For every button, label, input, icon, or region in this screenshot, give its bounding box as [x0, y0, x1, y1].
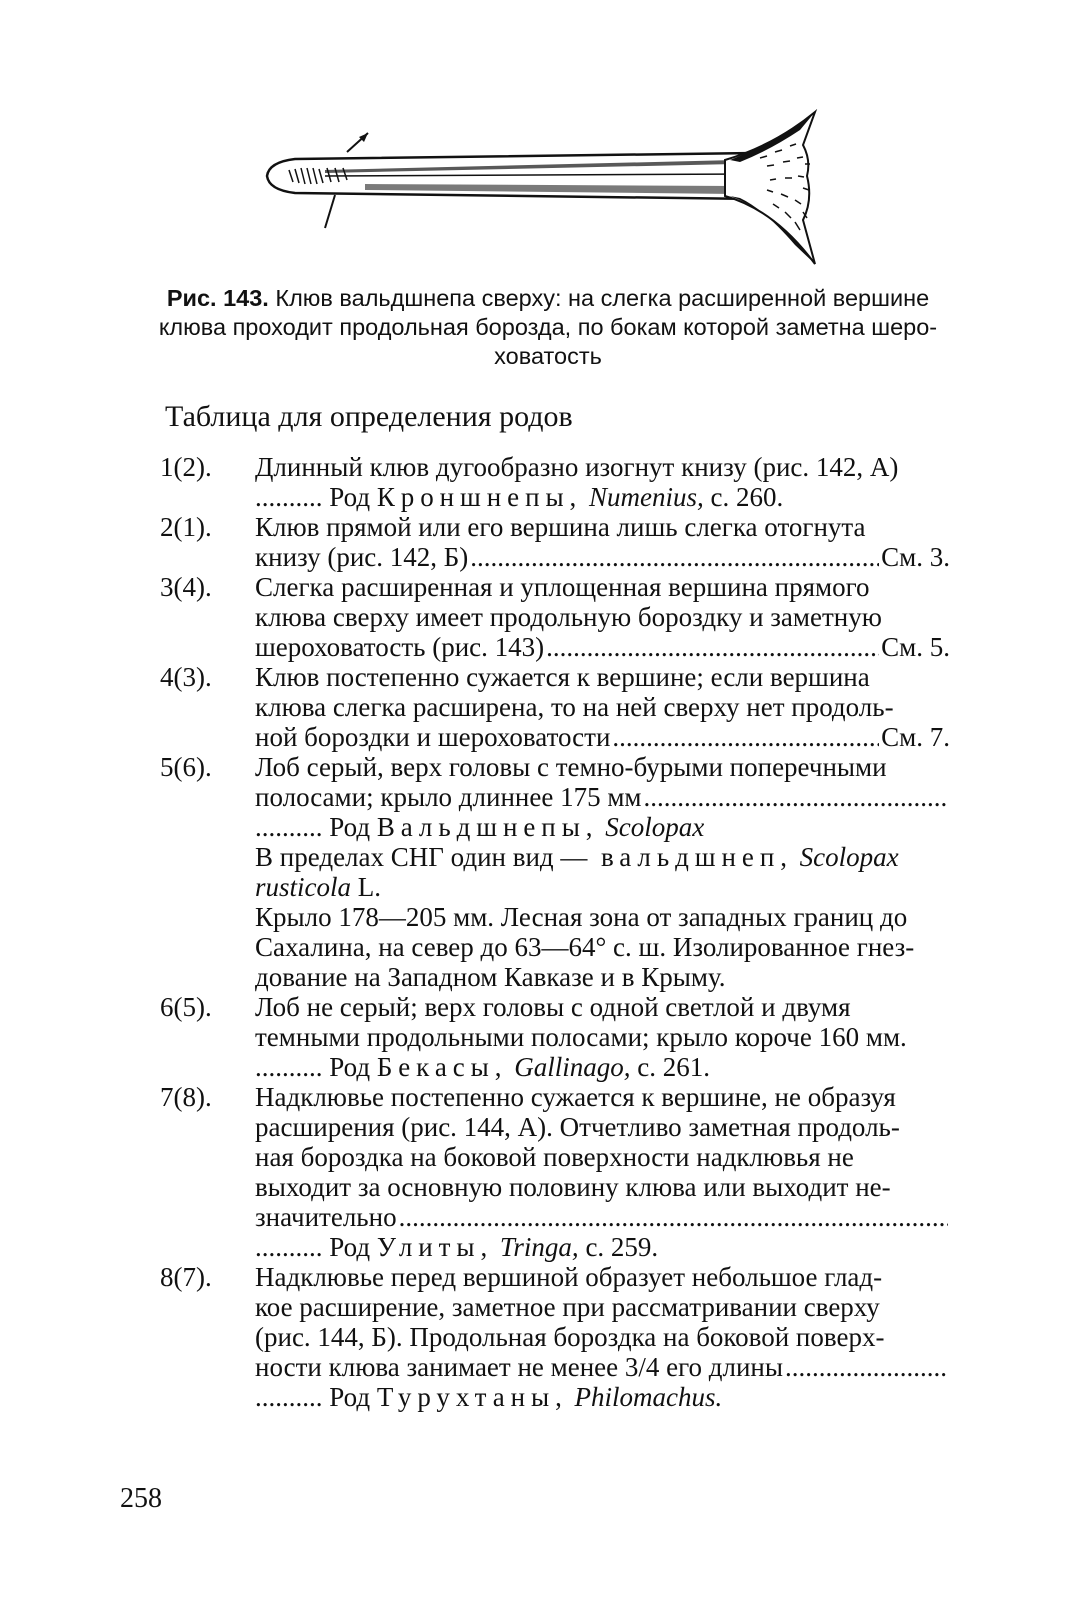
page-number: 258: [120, 1483, 162, 1514]
entry-line: Надклювье постепенно сужается к вершине, не образуя: [255, 1082, 896, 1112]
page-ref: с. 259.: [585, 1232, 659, 1262]
key-entry-2: [160, 512, 950, 572]
species-description: дование на Западном Кавказе и в Крыму.: [255, 962, 726, 992]
entry-line: расширения (рис. 144, А). Отчетливо заметная продоль-: [255, 1112, 900, 1142]
entry-number: 4(3).: [160, 662, 212, 692]
genus-name: Бекасы,: [376, 1052, 508, 1082]
latin-genus: Scolopax: [799, 842, 899, 872]
entry-result: .......... Род Улиты, Tringa, с. 259.: [255, 1232, 659, 1262]
caption-line-1: [118, 284, 978, 313]
cross-ref: См. 7.: [881, 722, 950, 752]
key-entry-6: [160, 992, 950, 1082]
entry-text: книзу (рис. 142, Б): [255, 542, 469, 572]
entry-result: .......... Род Бекасы, Gallinago, с. 261.: [255, 1052, 710, 1082]
leader-dots: [399, 1202, 948, 1232]
caption-line-2: клюва проходит продольная борозда, по бокам которой заметна шеро-: [158, 314, 938, 340]
latin-name: Philomachus.: [574, 1382, 723, 1412]
entry-line-last: [255, 542, 950, 572]
entry-text: полосами; крыло длиннее 175 мм: [255, 782, 642, 812]
species-description: Крыло 178—205 мм. Лесная зона от западных границ до: [255, 902, 908, 932]
figure-label: Рис. 143.: [166, 285, 269, 311]
result-prefix: Род: [329, 812, 371, 842]
entry-text: ной бороздки и шероховатости: [255, 722, 611, 752]
note-text: В пределах СНГ один вид —: [255, 842, 588, 872]
entry-text: ности клюва занимает не менее 3/4 его длины: [255, 1352, 784, 1382]
genus-name: Вальдшнепы,: [376, 812, 599, 842]
figure-caption: [118, 284, 978, 371]
entry-line-last: [255, 782, 950, 812]
entry-line-last: [255, 632, 950, 662]
entry-number: 7(8).: [160, 1082, 212, 1112]
latin-name: Scolopax: [605, 812, 705, 842]
leader-dots: [470, 542, 879, 572]
genus-name: Улиты,: [376, 1232, 494, 1262]
caption-text-1: Клюв вальдшнепа сверху: на слегка расширенной вершине: [275, 285, 930, 311]
key-entry-5: [160, 752, 950, 992]
entry-line: Лоб не серый; верх головы с одной светлой и двумя: [255, 992, 851, 1022]
entry-line: Слегка расширенная и уплощенная вершина прямого: [255, 572, 870, 602]
entry-line-last: [255, 722, 950, 752]
bill-illustration: [255, 100, 835, 275]
latin-species: rusticola: [255, 872, 352, 902]
result-prefix: Род: [329, 482, 371, 512]
leader-dots: [785, 1352, 948, 1382]
key-entry-3: [160, 572, 950, 662]
cross-ref: См. 3.: [881, 542, 950, 572]
entry-line: Надклювье перед вершиной образует небольшое глад-: [255, 1262, 883, 1292]
entry-line: Клюв постепенно сужается к вершине; если вершина: [255, 662, 870, 692]
key-entry-4: [160, 662, 950, 752]
entry-text: значительно: [255, 1202, 397, 1232]
page-ref: с. 260.: [710, 482, 784, 512]
caption-line-3: ховатость: [494, 343, 602, 369]
leader-dots: [546, 632, 879, 662]
entry-number: 2(1).: [160, 512, 212, 542]
result-prefix: Род: [329, 1232, 371, 1262]
species-note-cont: [255, 872, 950, 902]
section-title: Таблица для определения родов: [165, 400, 573, 433]
key-entry-1: [160, 452, 950, 512]
genus-name: Кроншнепы,: [376, 482, 583, 512]
result-prefix: Род: [329, 1382, 371, 1412]
leader-dots: [612, 722, 879, 752]
species-name: вальдшнеп,: [600, 842, 793, 872]
entry-line: клюва слегка расширена, то на ней сверху нет продоль-: [255, 692, 894, 722]
key-entry-8: [160, 1262, 950, 1412]
entry-number: 5(6).: [160, 752, 212, 782]
entry-number: 6(5).: [160, 992, 212, 1022]
entry-line: Длинный клюв дугообразно изогнут книзу (рис. 142, А): [255, 452, 899, 482]
page-ref: с. 261.: [637, 1052, 710, 1082]
species-note: [255, 842, 950, 872]
entry-line-last: [255, 1202, 950, 1232]
entry-line-last: [255, 1352, 950, 1382]
entry-line: темными продольными полосами; крыло короче 160 мм.: [255, 1022, 907, 1052]
result-prefix: Род: [329, 1052, 371, 1082]
species-description: Сахалина, на север до 63—64° с. ш. Изолированное гнез-: [255, 932, 915, 962]
latin-name: Gallinago,: [514, 1052, 631, 1082]
entry-result: .......... Род Турухтаны, Philomachus.: [255, 1382, 723, 1412]
entry-line: (рис. 144, Б). Продольная бороздка на боковой поверх-: [255, 1322, 885, 1352]
feathered-base: [725, 112, 815, 264]
entry-number: 1(2).: [160, 452, 212, 482]
entry-line: кое расширение, заметное при рассматривании сверху: [255, 1292, 880, 1322]
identification-key: [160, 452, 950, 1412]
cross-ref: См. 5.: [881, 632, 950, 662]
entry-result: .......... Род Кроншнепы, Numenius, с. 260.: [255, 482, 784, 512]
entry-line: выходит за основную половину клюва или выходит не-: [255, 1172, 891, 1202]
leader-dots: [644, 782, 948, 812]
entry-line: Лоб серый, верх головы с темно-бурыми поперечными: [255, 752, 887, 782]
entry-line: клюва сверху имеет продольную бороздку и заметную: [255, 602, 882, 632]
key-entry-7: [160, 1082, 950, 1262]
entry-line: Клюв прямой или его вершина лишь слегка отогнута: [255, 512, 866, 542]
woodcock-bill-drawing: [255, 100, 835, 275]
latin-name: Numenius,: [588, 482, 704, 512]
author-abbrev: L.: [357, 872, 382, 902]
genus-name: Турухтаны,: [376, 1382, 568, 1412]
pointer-line-bottom: [325, 195, 335, 228]
entry-text: шероховатость (рис. 143): [255, 632, 545, 662]
entry-result: .......... Род Вальдшнепы, Scolopax: [255, 812, 705, 842]
entry-number: 8(7).: [160, 1262, 212, 1292]
entry-number: 3(4).: [160, 572, 212, 602]
entry-line: ная бороздка на боковой поверхности надклювья не: [255, 1142, 854, 1172]
latin-name: Tringa,: [499, 1232, 579, 1262]
